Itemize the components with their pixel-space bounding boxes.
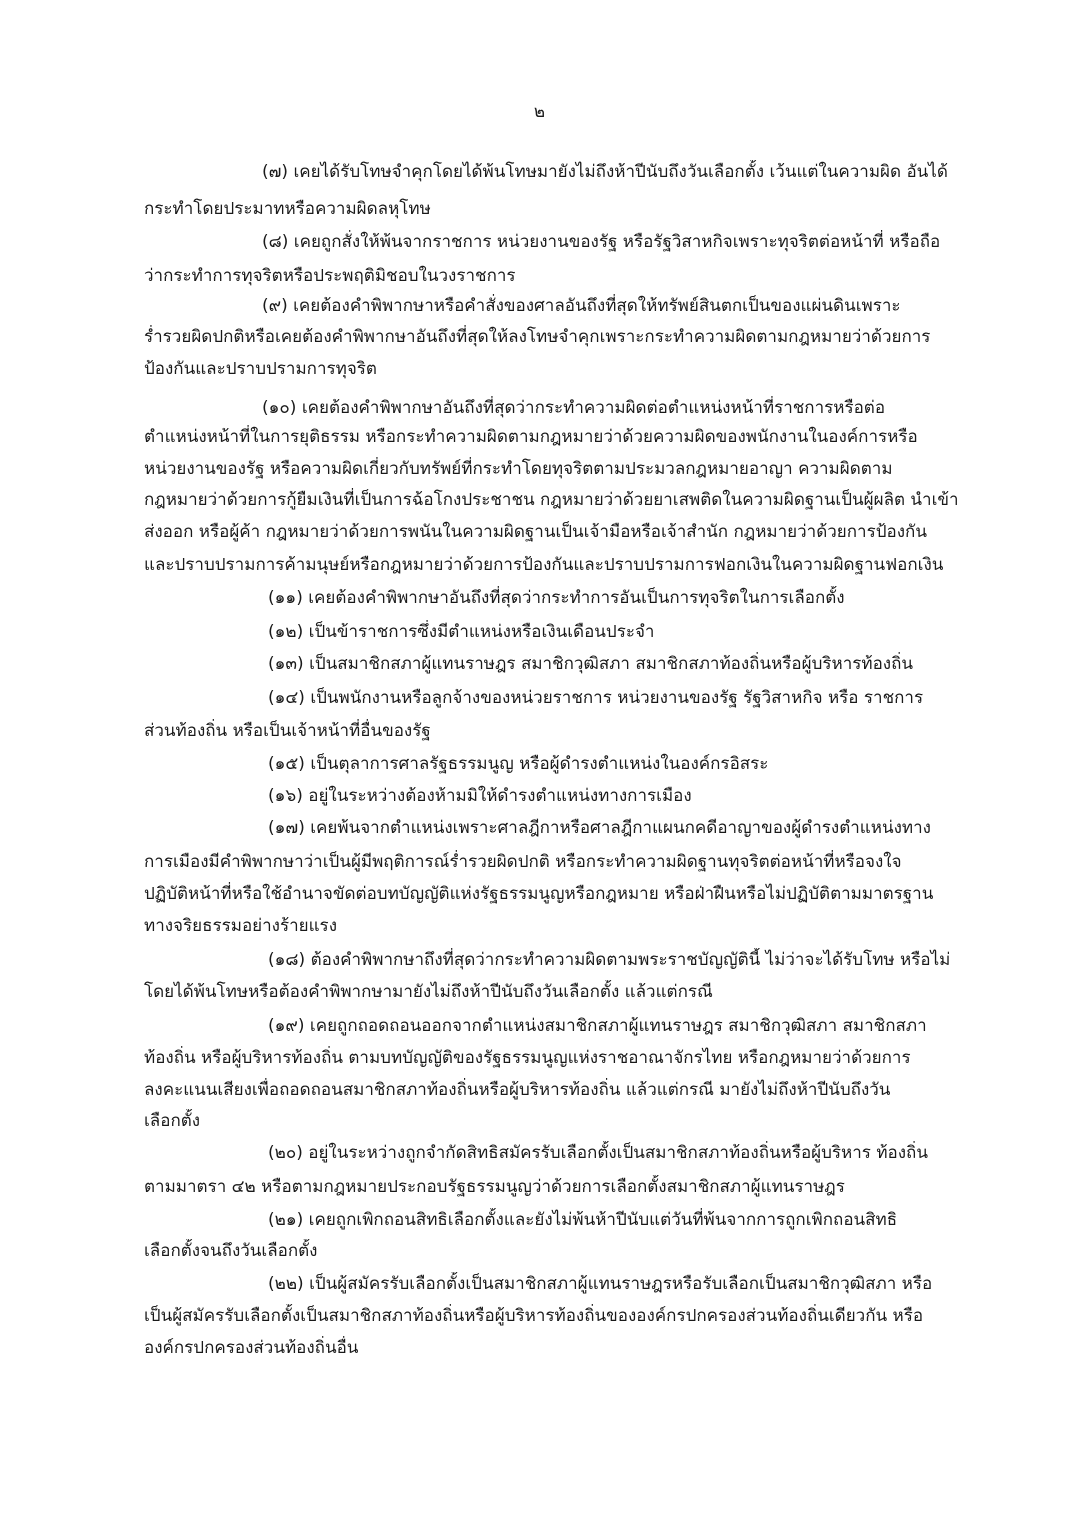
text-line: (๑๔) เป็นพนักงานหรือลูกจ้างของหน่วยราชการ หน่วยงานของรัฐ รัฐวิสาหกิจ หรือ ราชการ	[268, 688, 924, 708]
text-line: ป้องกันและปราบปรามการทุจริต	[144, 359, 377, 379]
text-line: และปราบปรามการค้ามนุษย์หรือกฎหมายว่าด้วยการป้องกันและปราบปรามการฟอกเงินในความผิดฐานฟอกเงิน	[144, 555, 944, 575]
text-line: ปฏิบัติหน้าที่หรือใช้อำนาจขัดต่อบทบัญญัติแห่งรัฐธรรมนูญหรือกฎหมาย หรือฝ่าฝืนหรือไม่ปฏิบัติตามมาตรฐาน	[144, 884, 934, 904]
text-line: (๒๒) เป็นผู้สมัครรับเลือกตั้งเป็นสมาชิกสภาผู้แทนราษฎรหรือรับเลือกเป็นสมาชิกวุฒิสภา หรือ	[268, 1274, 933, 1294]
text-line: (๑๒) เป็นข้าราชการซึ่งมีตำแหน่งหรือเงินเดือนประจำ	[268, 622, 655, 642]
text-line: (๑๓) เป็นสมาชิกสภาผู้แทนราษฎร สมาชิกวุฒิสภา สมาชิกสภาท้องถิ่นหรือผู้บริหารท้องถิ่น	[268, 654, 914, 674]
text-line: ลงคะแนนเสียงเพื่อถอดถอนสมาชิกสภาท้องถิ่นหรือผู้บริหารท้องถิ่น แล้วแต่กรณี มายังไม่ถึงห้าปีนับถึงวัน	[144, 1080, 891, 1100]
text-line: โดยได้พ้นโทษหรือต้องคำพิพากษามายังไม่ถึงห้าปีนับถึงวันเลือกตั้ง แล้วแต่กรณี	[144, 982, 713, 1002]
text-line: (๒๐) อยู่ในระหว่างถูกจำกัดสิทธิสมัครรับเลือกตั้งเป็นสมาชิกสภาท้องถิ่นหรือผู้บริหาร ท้องถิ่น	[268, 1143, 928, 1163]
text-line: (๒๑) เคยถูกเพิกถอนสิทธิเลือกตั้งและยังไม่พ้นห้าปีนับแต่วันที่พ้นจากการถูกเพิกถอนสิทธิ	[268, 1210, 898, 1230]
text-line: ส่งออก หรือผู้ค้า กฎหมายว่าด้วยการพนันในความผิดฐานเป็นเจ้ามือหรือเจ้าสำนัก กฎหมายว่าด้วยการป้องกัน	[144, 522, 927, 542]
text-line: (๑๙) เคยถูกถอดถอนออกจากตำแหน่งสมาชิกสภาผู้แทนราษฎร สมาชิกวุฒิสภา สมาชิกสภา	[268, 1016, 927, 1036]
page-number: ๒	[533, 102, 546, 122]
text-line: เลือกตั้งจนถึงวันเลือกตั้ง	[144, 1241, 318, 1261]
text-line: การเมืองมีคำพิพากษาว่าเป็นผู้มีพฤติการณ์ร่ำรวยผิดปกติ หรือกระทำความผิดฐานทุจริตต่อหน้าที่หรือจงใจ	[144, 852, 902, 872]
text-line: ว่ากระทำการทุจริตหรือประพฤติมิชอบในวงราชการ	[144, 266, 516, 286]
text-line: (๑๐) เคยต้องคำพิพากษาอันถึงที่สุดว่ากระทำความผิดต่อตำแหน่งหน้าที่ราชการหรือต่อ	[262, 398, 886, 418]
text-line: ท้องถิ่น หรือผู้บริหารท้องถิ่น ตามบทบัญญัติของรัฐธรรมนูญแห่งราชอาณาจักรไทย หรือกฎหมายว่าด้วยการ	[144, 1048, 911, 1068]
text-line: (๑๘) ต้องคำพิพากษาถึงที่สุดว่ากระทำความผิดตามพระราชบัญญัตินี้ ไม่ว่าจะได้รับโทษ หรือไม่	[268, 950, 951, 970]
text-line: องค์กรปกครองส่วนท้องถิ่นอื่น	[144, 1338, 359, 1358]
text-line: (๑๕) เป็นตุลาการศาลรัฐธรรมนูญ หรือผู้ดำรงตำแหน่งในองค์กรอิสระ	[268, 754, 769, 774]
text-line: หน่วยงานของรัฐ หรือความผิดเกี่ยวกับทรัพย์ที่กระทำโดยทุจริตตามประมวลกฎหมายอาญา ความผิดตาม	[144, 459, 893, 479]
text-line: ทางจริยธรรมอย่างร้ายแรง	[144, 916, 337, 936]
text-line: (๑๖) อยู่ในระหว่างต้องห้ามมิให้ดำรงตำแหน่งทางการเมือง	[268, 786, 692, 806]
text-line: (๑๗) เคยพ้นจากตำแหน่งเพราะศาลฎีกาหรือศาลฎีกาแผนกคดีอาญาของผู้ดำรงตำแหน่งทาง	[268, 818, 931, 838]
text-line: (๑๑) เคยต้องคำพิพากษาอันถึงที่สุดว่ากระทำการอันเป็นการทุจริตในการเลือกตั้ง	[268, 588, 845, 608]
text-line: ส่วนท้องถิ่น หรือเป็นเจ้าหน้าที่อื่นของรัฐ	[144, 721, 431, 741]
text-line: (๘) เคยถูกสั่งให้พ้นจากราชการ หน่วยงานของรัฐ หรือรัฐวิสาหกิจเพราะทุจริตต่อหน้าที่ หรือถือ	[262, 232, 941, 252]
text-line: กฎหมายว่าด้วยการกู้ยืมเงินที่เป็นการฉ้อโกงประชาชน กฎหมายว่าด้วยยาเสพติดในความผิดฐานเป็นผู้ผลิต นำเข้า	[144, 490, 959, 510]
text-line: ตามมาตรา ๔๒ หรือตามกฎหมายประกอบรัฐธรรมนูญว่าด้วยการเลือกตั้งสมาชิกสภาผู้แทนราษฎร	[144, 1177, 845, 1197]
text-line: ร่ำรวยผิดปกติหรือเคยต้องคำพิพากษาอันถึงที่สุดให้ลงโทษจำคุกเพราะกระทำความผิดตามกฎหมายว่าด้วยการ	[144, 327, 931, 347]
text-line: (๗) เคยได้รับโทษจำคุกโดยได้พ้นโทษมายังไม่ถึงห้าปีนับถึงวันเลือกตั้ง เว้นแต่ในความผิด อันได้	[262, 162, 948, 182]
text-line: เลือกตั้ง	[144, 1111, 201, 1131]
text-line: เป็นผู้สมัครรับเลือกตั้งเป็นสมาชิกสภาท้องถิ่นหรือผู้บริหารท้องถิ่นขององค์กรปกครองส่วนท้องถิ่นเดียวกัน หรือ	[144, 1306, 924, 1326]
text-line: (๙) เคยต้องคำพิพากษาหรือคำสั่งของศาลอันถึงที่สุดให้ทรัพย์สินตกเป็นของแผ่นดินเพราะ	[262, 296, 901, 316]
text-line: ตำแหน่งหน้าที่ในการยุติธรรม หรือกระทำความผิดตามกฎหมายว่าด้วยความผิดของพนักงานในองค์การหรือ	[144, 427, 918, 447]
text-line: กระทำโดยประมาทหรือความผิดลหุโทษ	[144, 199, 431, 219]
